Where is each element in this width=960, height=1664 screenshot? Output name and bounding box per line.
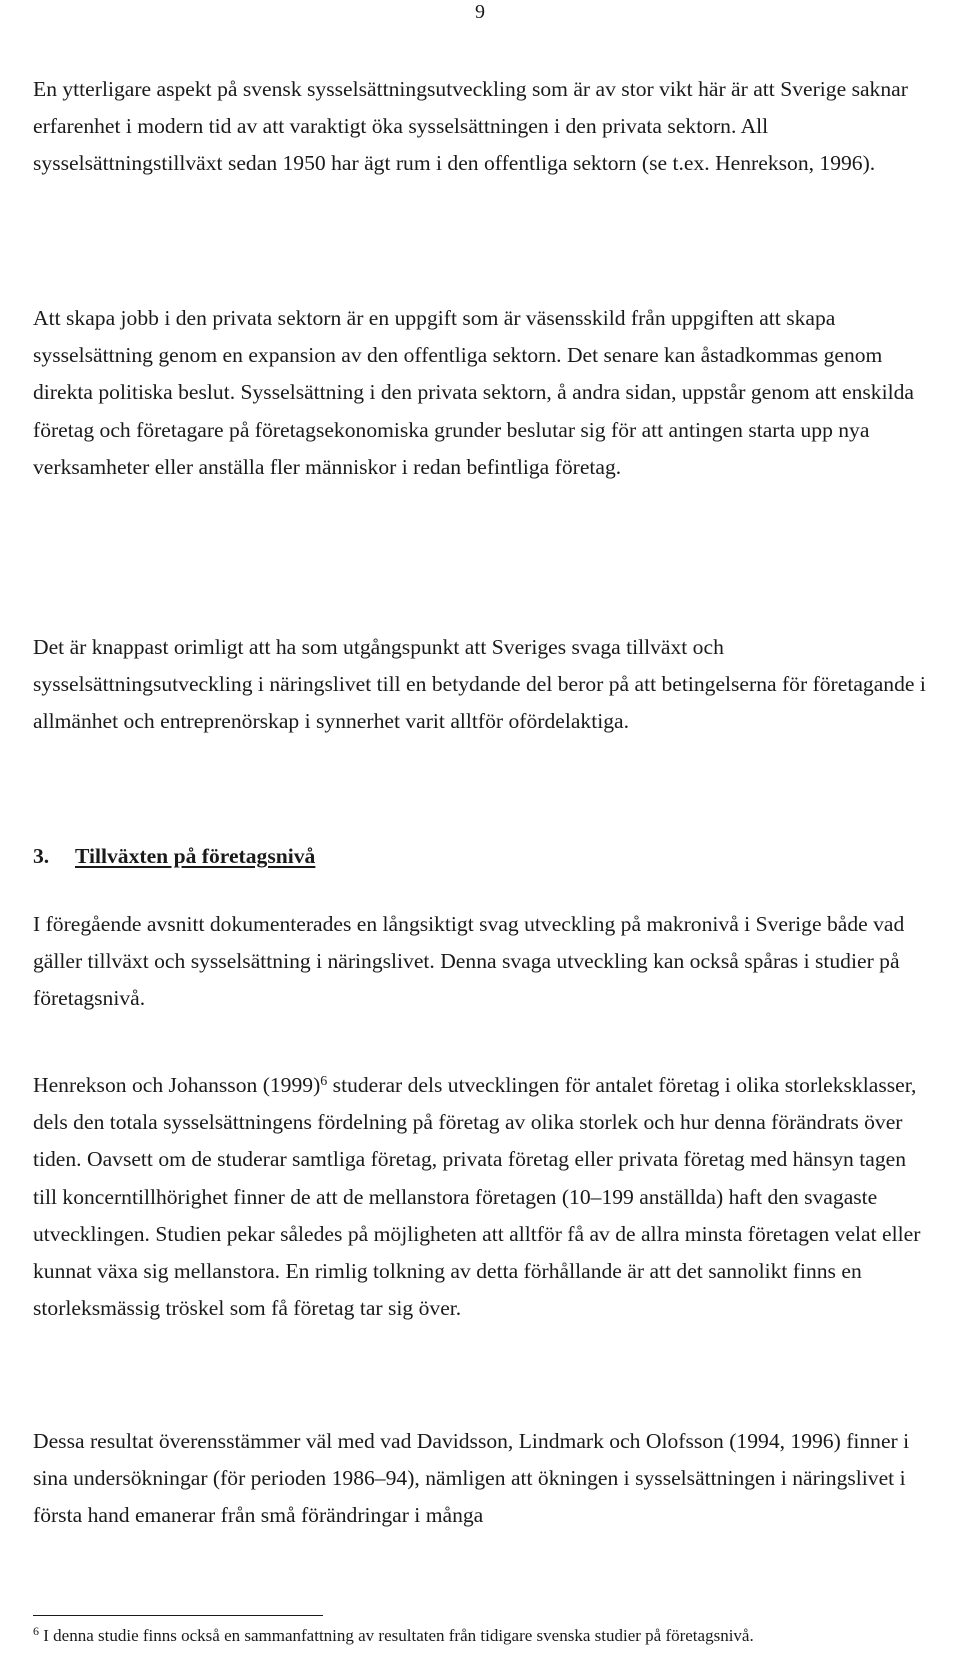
footnote-reference[interactable]: 6 bbox=[320, 1074, 328, 1089]
paragraph-text-after-ref: studerar dels utvecklingen för antalet företag i olika storleksklasser, dels den totala sysselsättningens fördelning på företag av olika storlek och hur denna förändrats över tiden. Oavsett om de studerar samtliga företag, privata företag eller privata företag med hänsyn tagen till koncerntillhörighet finner de att de mellanstora företagen (10–199 anställda) haft den svagaste utvecklingen. Studien pekar således på möjligheten att alltför få av de allra minsta företagen velat eller kunnat växa sig mellanstora. En rimlig tolkning av detta förhållande är att det sannolikt finns en storleksmässig tröskel som få företag tar sig över. bbox=[33, 1073, 921, 1321]
section-heading bbox=[33, 842, 315, 870]
section-title: Tillväxten på företagsnivå bbox=[75, 844, 316, 868]
page-number: 9 bbox=[475, 1, 485, 23]
paragraph-previous-section-summary: I föregående avsnitt dokumenterades en långsiktigt svag utveckling på makronivå i Sverige både vad gäller tillväxt och sysselsättning i näringslivet. Denna svaga utveckling kan också spåras i studier på företagsnivå. bbox=[33, 912, 905, 1011]
paragraph-text-before-ref: Henrekson och Johansson (1999) bbox=[33, 1073, 321, 1097]
section-number: 3. bbox=[33, 844, 50, 868]
footnote-text: I denna studie finns också en sammanfattning av resultaten från tidigare svenska studier på företagsnivå. bbox=[39, 1626, 754, 1645]
footnote-divider bbox=[33, 1615, 323, 1616]
footnote bbox=[33, 1625, 953, 1647]
footnote-marker: 6 bbox=[33, 1624, 39, 1638]
paragraph-employment-private-sector: En ytterligare aspekt på svensk sysselsättningsutveckling som är av stor vikt här är att Sverige saknar erfarenhet i modern tid av att varaktigt öka sysselsättningen i den privata sektorn. All sysselsättningstillväxt sedan 1950 har ägt rum i den offentliga sektorn (se t.ex. Henrekson, 1996). bbox=[33, 77, 908, 176]
paragraph-creating-jobs: Att skapa jobb i den privata sektorn är en uppgift som är väsensskild från uppgiften att skapa sysselsättning genom en expansion av den offentliga sektorn. Det senare kan åstadkommas genom direkta politiska beslut. Sysselsättning i den privata sektorn, å andra sidan, uppstår genom att enskilda företag och företagare på företagsekonomiska grunder beslutar sig för att antingen starta upp nya verksamheter eller anställa fler människor i redan befintliga företag. bbox=[33, 306, 914, 479]
paragraph-davidsson-results: Dessa resultat överensstämmer väl med vad Davidsson, Lindmark och Olofsson (1994, 1996) finner i sina undersökningar (för perioden 1986–94), nämligen att ökningen i sysselsättningen i näringslivet i första hand emanerar från små förändringar i många bbox=[33, 1429, 910, 1528]
paragraph-entrepreneurship-conditions: Det är knappast orimligt att ha som utgångspunkt att Sveriges svaga tillväxt och sysselsättningsutveckling i näringslivet till en betydande del beror på att betingelserna för företagande i allmänhet och entreprenörskap i synnerhet varit alltför ofördelaktiga. bbox=[33, 635, 926, 734]
paragraph-henrekson-johansson bbox=[33, 1067, 927, 1327]
